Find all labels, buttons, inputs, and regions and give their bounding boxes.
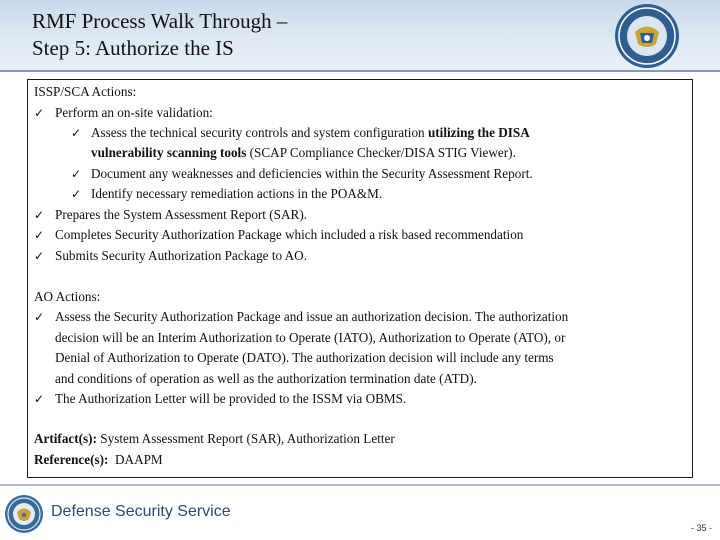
checkmark-icon: ✓ [34,228,45,242]
ao-item-authorization-letter: The Authorization Letter will be provided to the ISSM via OBMS. [55,391,407,406]
sub1-prefix: Assess the technical security controls and system configuration [91,125,428,140]
ao-item-assess-line1: Assess the Security Authorization Package and issue an authorization decision. The authorization [55,309,569,324]
checkmark-icon: ✓ [34,392,45,406]
title-bar [0,0,720,72]
sub1-bold-a: utilizing the DISA [427,125,530,140]
checkmark-icon: ✓ [71,167,82,181]
checkmark-icon: ✓ [34,249,45,263]
sub1-bold-b: vulnerability scanning tools [91,145,247,160]
checkmark-icon: ✓ [34,208,45,222]
ao-item-assess-line4: and conditions of operation as well as the authorization termination date (ATD). [55,371,477,386]
reference-value: DAAPM [108,452,163,467]
issp-item-onsite-validation: Perform an on-site validation: [55,105,213,120]
dss-logo-icon [4,494,44,534]
issp-subitem-document-weaknesses: Document any weaknesses and deficiencies within the Security Assessment Report. [91,166,533,181]
footer-divider [0,484,720,486]
checkmark-icon: ✓ [71,126,82,140]
dss-seal-icon [614,3,680,69]
sub1-suffix: (SCAP Compliance Checker/DISA STIG Viewer). [246,145,516,160]
slide-title-line1: RMF Process Walk Through – [32,9,288,33]
checkmark-icon: ✓ [71,187,82,201]
artifacts-line [34,431,395,447]
issp-subitem-remediation: Identify necessary remediation actions in the POA&M. [91,186,383,201]
issp-sca-heading: ISSP/SCA Actions: [34,84,137,99]
checkmark-icon: ✓ [34,310,45,324]
issp-item-completes-package: Completes Security Authorization Package which included a risk based recommendation [55,227,524,242]
slide-title-line2: Step 5: Authorize the IS [32,36,234,60]
issp-subitem-assess-controls-cont [91,145,516,161]
reference-label: Reference(s): [34,452,109,467]
issp-item-submits-package: Submits Security Authorization Package to AO. [55,248,307,263]
issp-item-prepares-sar: Prepares the System Assessment Report (SAR). [55,207,308,222]
ao-heading: AO Actions: [34,289,101,304]
checkmark-icon: ✓ [34,106,45,120]
issp-subitem-assess-controls [91,125,530,141]
artifacts-label: Artifact(s): [34,431,97,446]
artifacts-value: System Assessment Report (SAR), Authorization Letter [96,431,395,446]
page-number: - 35 - [690,523,712,533]
ao-item-assess-line3: Denial of Authorization to Operate (DATO). The authorization decision will include any terms [55,350,554,365]
ao-item-assess-line2: decision will be an Interim Authorization to Operate (IATO), Authorization to Operate (ATO), or [55,330,566,345]
content-box [27,79,693,478]
reference-line [34,452,163,468]
footer-org-name: Defense Security Service [51,503,231,520]
